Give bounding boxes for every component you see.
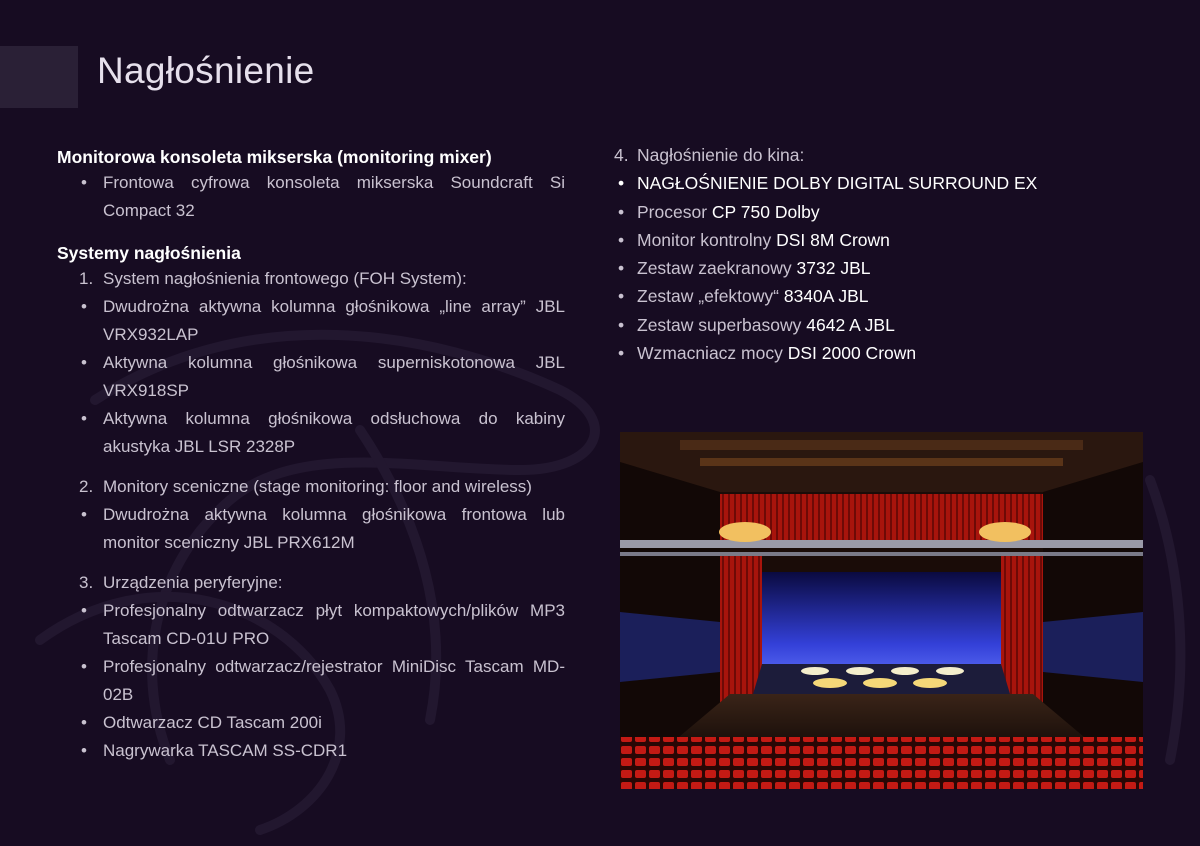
list-item: [614, 169, 1134, 197]
group-title: 4. Nagłośnienie do kina:: [614, 141, 1134, 169]
theatre-stage-photo: [620, 432, 1143, 789]
bullet-icon: •: [81, 713, 87, 732]
list-item: [614, 198, 1134, 226]
item-label: Monitor kontrolny: [637, 229, 772, 250]
item-label: Zestaw zaekranowy: [637, 258, 792, 279]
cinema-sound-headline: NAGŁOŚNIENIE DOLBY DIGITAL SURROUND EX: [637, 173, 1038, 194]
list-item: [614, 311, 1134, 339]
bullet-icon: •: [618, 258, 625, 279]
title-accent-block: [0, 46, 78, 108]
bullet-icon: •: [618, 201, 625, 222]
item-value: CP 750 Dolby: [711, 201, 820, 222]
list-item: • Dwudrożna aktywna kolumna głośnikowa frontowa lub monitor sceniczny JBL PRX612M: [57, 501, 565, 557]
bullet-icon: •: [81, 505, 87, 524]
bullet-icon: •: [618, 314, 625, 335]
list-item: • Aktywna kolumna głośnikowa superniskotonowa JBL VRX918SP: [57, 349, 565, 405]
item-label: Zestaw „efektowy“: [637, 286, 779, 307]
item-value: DSI 8M Crown: [776, 229, 890, 250]
bullet-icon: •: [618, 286, 625, 307]
item-value: 4642 A JBL: [806, 314, 895, 335]
bullet-icon: •: [618, 173, 625, 194]
group-title: 2. Monitory sceniczne (stage monitoring: floor and wireless): [57, 473, 565, 501]
bullet-icon: •: [81, 173, 87, 192]
item-value: DSI 2000 Crown: [787, 343, 917, 364]
bullet-icon: •: [81, 601, 87, 620]
list-item: [614, 282, 1134, 310]
bullet-icon: •: [81, 741, 87, 760]
item-label: Zestaw superbasowy: [637, 314, 802, 335]
bullet-icon: •: [618, 343, 625, 364]
page-title: Nagłośnienie: [97, 50, 315, 91]
bullet-icon: •: [618, 229, 625, 250]
item-value: 8340A JBL: [783, 286, 869, 307]
item-label: Procesor: [637, 201, 708, 222]
list-item: • Odtwarzacz CD Tascam 200i: [57, 709, 565, 737]
list-number: 3.: [79, 573, 94, 592]
monitor-mixer-heading: Monitorowa konsoleta mikserska (monitoring mixer): [57, 147, 492, 167]
bullet-icon: •: [81, 409, 87, 428]
group-title: 3. Urządzenia peryferyjne:: [57, 569, 565, 597]
bullet-icon: •: [81, 297, 87, 316]
list-number: 4.: [614, 145, 629, 165]
list-item: • Frontowa cyfrowa konsoleta mikserska Soundcraft Si Compact 32: [57, 169, 565, 225]
list-number: 2.: [79, 477, 94, 496]
list-item: [614, 226, 1134, 254]
list-item: • Profesjonalny odtwarzacz płyt kompaktowych/plików MP3 Tascam CD-01U PRO: [57, 597, 565, 653]
right-column: [614, 141, 1134, 367]
left-column: [57, 145, 565, 765]
bullet-icon: •: [81, 353, 87, 372]
list-item: • Dwudrożna aktywna kolumna głośnikowa „line array” JBL VRX932LAP: [57, 293, 565, 349]
list-item: • Profesjonalny odtwarzacz/rejestrator MiniDisc Tascam MD-02B: [57, 653, 565, 709]
list-item: [614, 254, 1134, 282]
item-value: 3732 JBL: [796, 258, 871, 279]
systems-heading: Systemy nagłośnienia: [57, 243, 241, 263]
list-item: • Nagrywarka TASCAM SS-CDR1: [57, 737, 565, 765]
bullet-icon: •: [81, 657, 87, 676]
list-item: [614, 339, 1134, 367]
item-label: Wzmacniacz mocy: [637, 343, 783, 364]
group-title: 1. System nagłośnienia frontowego (FOH System):: [57, 265, 565, 293]
list-item: • Aktywna kolumna głośnikowa odsłuchowa do kabiny akustyka JBL LSR 2328P: [57, 405, 565, 461]
list-number: 1.: [79, 269, 94, 288]
